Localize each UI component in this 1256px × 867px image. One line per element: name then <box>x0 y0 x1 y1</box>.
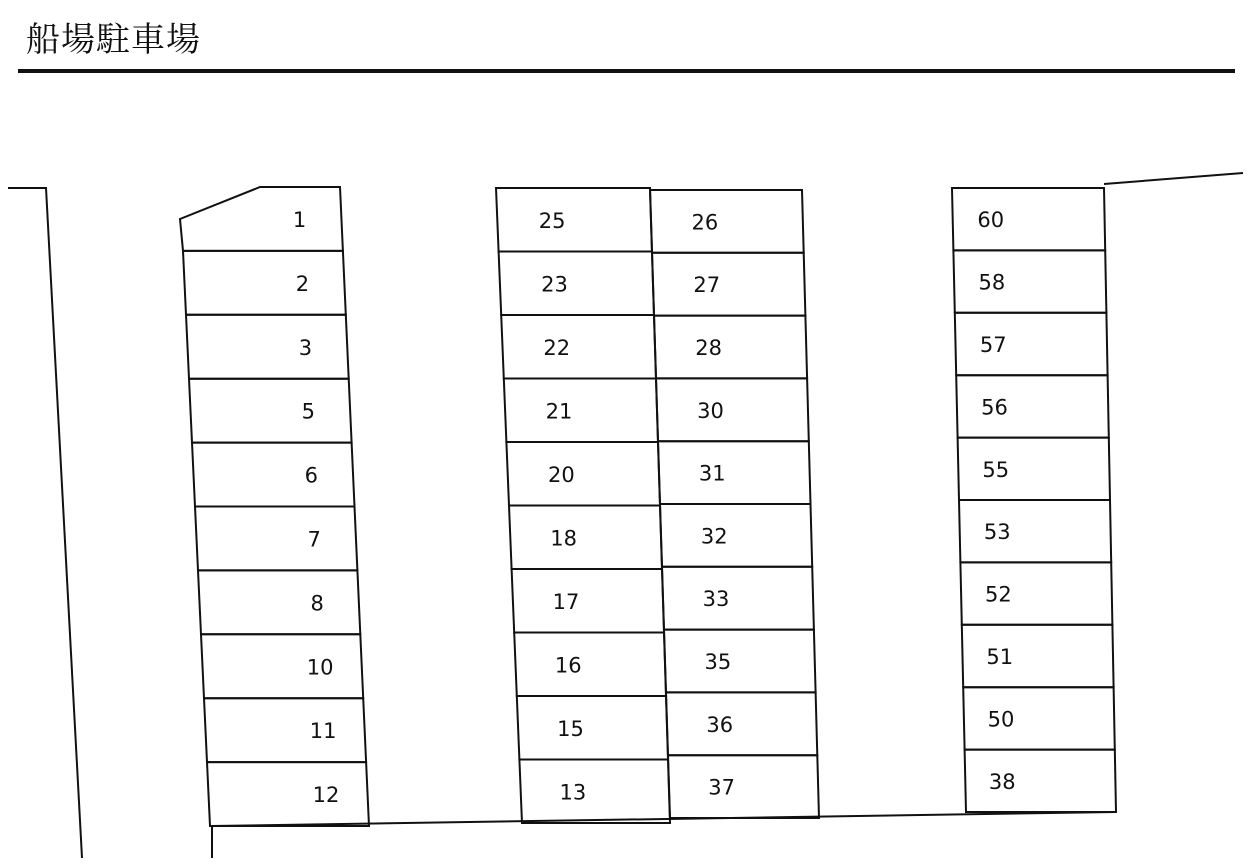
parking-space <box>658 441 811 504</box>
parking-space-number: 1 <box>292 207 307 232</box>
center-right-column <box>650 190 819 818</box>
center-left-column <box>496 188 670 823</box>
parking-space-number: 22 <box>543 335 571 360</box>
parking-space <box>650 190 804 253</box>
parking-space <box>956 375 1109 437</box>
parking-space-number: 20 <box>548 462 575 487</box>
parking-space-number: 52 <box>985 582 1012 607</box>
parking-spaces <box>180 187 1116 826</box>
parking-space-outline <box>652 253 805 316</box>
parking-space-outline <box>512 569 664 633</box>
parking-space <box>960 562 1112 624</box>
parking-space-outline <box>504 379 658 443</box>
parking-space-outline <box>207 762 369 826</box>
parking-space-outline <box>959 500 1111 562</box>
left-boundary-line <box>8 188 82 858</box>
parking-space-outline <box>496 188 652 252</box>
parking-space-number: 58 <box>978 270 1006 295</box>
parking-space-number: 31 <box>698 461 726 486</box>
parking-space <box>952 188 1105 250</box>
parking-space-number: 7 <box>307 527 321 552</box>
parking-space-number: 30 <box>697 398 724 423</box>
parking-space-outline <box>189 379 352 443</box>
parking-space <box>656 378 809 441</box>
parking-space-number: 15 <box>557 716 584 741</box>
parking-space <box>514 633 666 697</box>
left-column <box>180 187 369 826</box>
parking-space <box>496 188 652 252</box>
parking-space-outline <box>658 441 811 504</box>
parking-space <box>207 762 369 826</box>
parking-space <box>201 634 363 698</box>
parking-space <box>959 500 1111 562</box>
parking-space-outline <box>960 562 1112 624</box>
parking-space-number: 35 <box>704 650 732 674</box>
parking-space <box>953 250 1106 312</box>
parking-space-number: 38 <box>988 769 1016 794</box>
parking-space-outline <box>956 375 1109 437</box>
parking-space <box>955 313 1108 375</box>
parking-space <box>652 253 805 316</box>
parking-space-number: 51 <box>986 645 1014 669</box>
parking-space-number: 16 <box>554 653 582 678</box>
parking-space-outline <box>195 507 357 571</box>
parking-space-number: 53 <box>983 520 1011 545</box>
parking-space-outline <box>519 760 670 824</box>
parking-space-number: 50 <box>987 707 1015 732</box>
parking-space-number: 23 <box>541 272 568 297</box>
parking-space-number: 55 <box>982 457 1010 482</box>
parking-space-number: 17 <box>552 589 580 614</box>
parking-space-outline <box>965 750 1116 812</box>
parking-space <box>963 687 1115 749</box>
parking-space <box>962 625 1114 687</box>
parking-space-outline <box>666 692 817 755</box>
parking-space-outline <box>499 252 654 316</box>
parking-space <box>501 315 656 379</box>
parking-space-number: 12 <box>312 783 340 807</box>
parking-space <box>499 252 654 316</box>
parking-space <box>180 187 343 251</box>
parking-space <box>965 750 1116 812</box>
parking-space-outline <box>668 755 819 818</box>
parking-space-outline <box>952 188 1105 250</box>
parking-space-outline <box>654 316 807 379</box>
parking-space-number: 60 <box>977 208 1005 233</box>
parking-space-number: 56 <box>981 395 1008 420</box>
lot-boundaries <box>8 173 1243 858</box>
parking-space-outline <box>506 442 660 506</box>
parking-space-outline <box>192 443 355 507</box>
parking-space <box>664 630 816 693</box>
parking-space-number: 21 <box>545 399 573 424</box>
parking-space-outline <box>650 190 804 253</box>
parking-space <box>517 696 668 760</box>
parking-space-outline <box>180 187 343 251</box>
parking-space <box>958 438 1110 500</box>
parking-space <box>506 442 660 506</box>
parking-space <box>519 760 670 824</box>
parking-space-number: 6 <box>304 463 318 488</box>
parking-space-number: 25 <box>538 208 566 233</box>
parking-space-number: 10 <box>306 655 334 680</box>
parking-space-outline <box>201 634 363 698</box>
top-right-boundary-line <box>1104 173 1243 184</box>
parking-space-number: 18 <box>550 526 577 551</box>
parking-space-number: 3 <box>298 335 313 360</box>
parking-space <box>195 507 357 571</box>
parking-space-outline <box>656 378 809 441</box>
parking-space-outline <box>958 438 1110 500</box>
parking-space <box>198 570 360 634</box>
parking-space <box>660 504 812 567</box>
parking-space <box>204 698 366 762</box>
parking-space-number: 28 <box>695 336 722 360</box>
parking-space <box>666 692 817 755</box>
parking-space-number: 32 <box>700 524 728 549</box>
parking-space <box>183 251 346 315</box>
parking-space <box>654 316 807 379</box>
parking-space-number: 13 <box>559 780 587 805</box>
parking-space <box>504 379 658 443</box>
parking-space <box>192 443 355 507</box>
parking-space-outline <box>509 506 662 570</box>
parking-space-number: 2 <box>295 271 310 296</box>
parking-space <box>668 755 819 818</box>
parking-space-outline <box>953 250 1106 312</box>
parking-space-number: 27 <box>693 273 721 298</box>
parking-space <box>189 379 352 443</box>
parking-space-number: 26 <box>691 210 719 235</box>
parking-space <box>662 567 814 630</box>
parking-space <box>509 506 662 570</box>
parking-space-outline <box>660 504 812 567</box>
parking-space-outline <box>517 696 668 760</box>
parking-space-outline <box>963 687 1115 749</box>
parking-space-outline <box>664 630 816 693</box>
parking-space <box>186 315 349 379</box>
parking-space <box>512 569 664 633</box>
right-column <box>952 188 1116 812</box>
parking-space-outline <box>183 251 346 315</box>
page-title: 船場駐車場 <box>26 20 201 60</box>
parking-space-outline <box>514 633 666 697</box>
parking-space-number: 37 <box>708 775 735 800</box>
parking-space-outline <box>955 313 1108 375</box>
parking-space-number: 57 <box>979 333 1007 357</box>
parking-space-number: 5 <box>301 399 315 424</box>
parking-space-number: 33 <box>702 587 730 612</box>
parking-space-outline <box>662 567 814 630</box>
parking-space-number: 8 <box>310 591 324 616</box>
parking-space-outline <box>186 315 349 379</box>
parking-space-number: 36 <box>706 712 734 737</box>
parking-space-number: 11 <box>309 719 337 744</box>
parking-space-outline <box>198 570 360 634</box>
parking-space-outline <box>962 625 1114 687</box>
parking-space-outline <box>204 698 366 762</box>
parking-space-outline <box>501 315 656 379</box>
